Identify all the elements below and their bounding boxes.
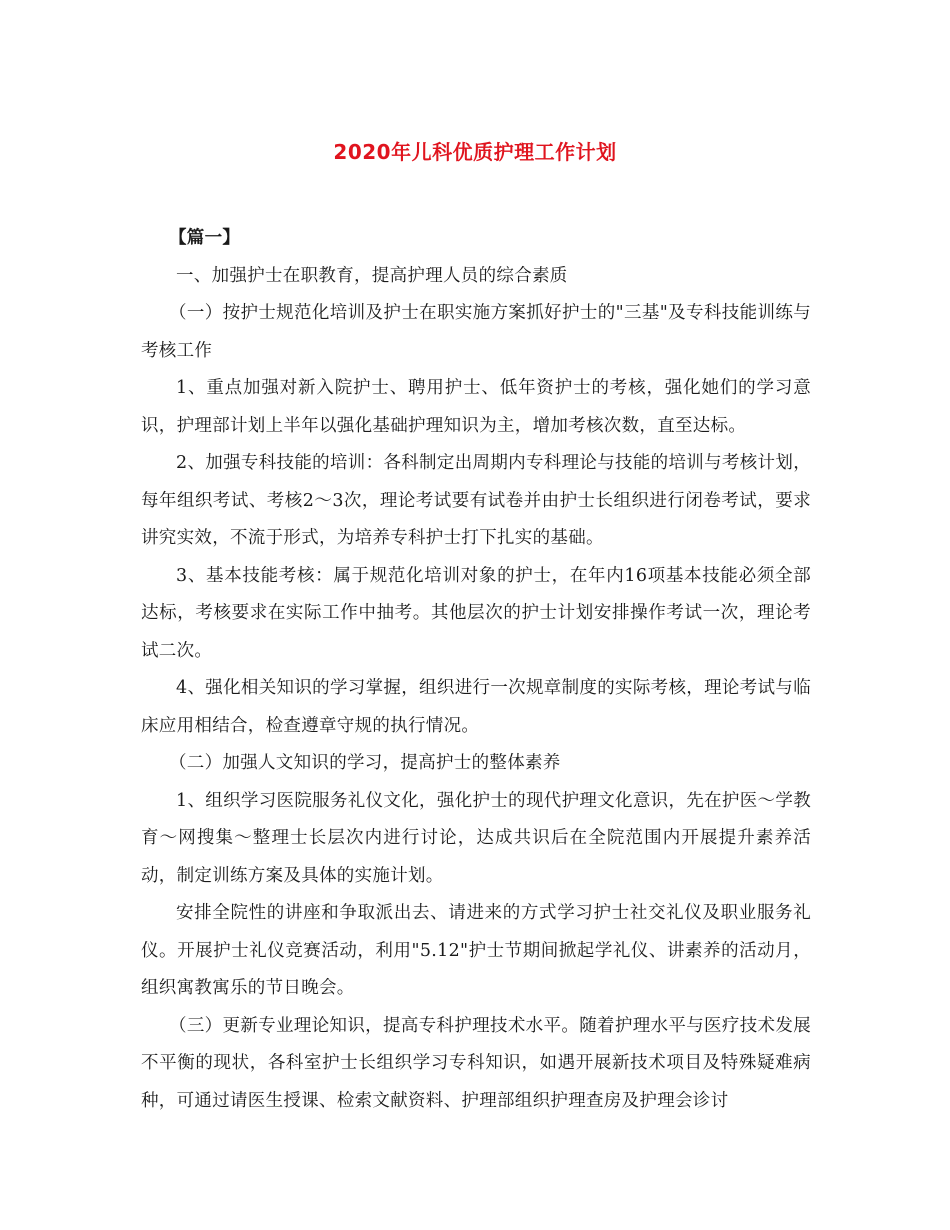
subheading-1: （一）按护士规范化培训及护士在职实施方案抓好护士的"三基"及专科技能训练与考核工作 — [141, 303, 811, 361]
section-marker: 【篇一】 — [169, 228, 241, 248]
paragraph-item-2: 2、加强专科技能的培训：各科制定出周期内专科理论与技能的培训与考核计划，每年组织考试、考核2～3次，理论考试要有试卷并由护士长组织进行闭卷考试，要求讲究实效，不流于形式，为培养专科护士打下扎实的基础。 — [141, 453, 811, 548]
subheading-3: （三）更新专业理论知识，提高专科护理技术水平。随着护理水平与医疗技术发展不平衡的现状，各科室护士长组织学习专科知识，如遇开展新技术项目及特殊疑难病种，可通过请医生授课、检索文献资料、护理部组织护理查房及护理会诊讨 — [141, 1015, 811, 1111]
heading-level-1: 一、加强护士在职教育，提高护理人员的综合素质 — [176, 265, 568, 286]
paragraph-item-4: 4、强化相关知识的学习掌握，组织进行一次规章制度的实际考核，理论考试与临床应用相结合，检查遵章守规的执行情况。 — [141, 678, 811, 736]
paragraph-item-3: 3、基本技能考核：属于规范化培训对象的护士，在年内16项基本技能必须全部达标，考核要求在实际工作中抽考。其他层次的护士计划安排操作考试一次，理论考试二次。 — [141, 565, 811, 661]
document-body — [141, 220, 811, 1120]
paragraph-item-5: 1、组织学习医院服务礼仪文化，强化护士的现代护理文化意识，先在护医～学教育～网搜集～整理士长层次内进行讨论，达成共识后在全院范围内开展提升素养活动，制定训练方案及具体的实施计划。 — [141, 790, 811, 886]
subheading-2: （二）加强人文知识的学习，提高护士的整体素养 — [169, 753, 561, 773]
document-title: 2020年儿科优质护理工作计划 — [333, 140, 617, 164]
paragraph-item-6: 安排全院性的讲座和争取派出去、请进来的方式学习护士社交礼仪及职业服务礼仪。开展护士礼仪竞赛活动，利用"5.12"护士节期间掀起学礼仪、讲素养的活动月，组织寓教寓乐的节日晚会。 — [141, 903, 811, 998]
paragraph-item-1: 1、重点加强对新入院护士、聘用护士、低年资护士的考核，强化她们的学习意识，护理部计划上半年以强化基础护理知识为主，增加考核次数，直至达标。 — [141, 378, 811, 436]
